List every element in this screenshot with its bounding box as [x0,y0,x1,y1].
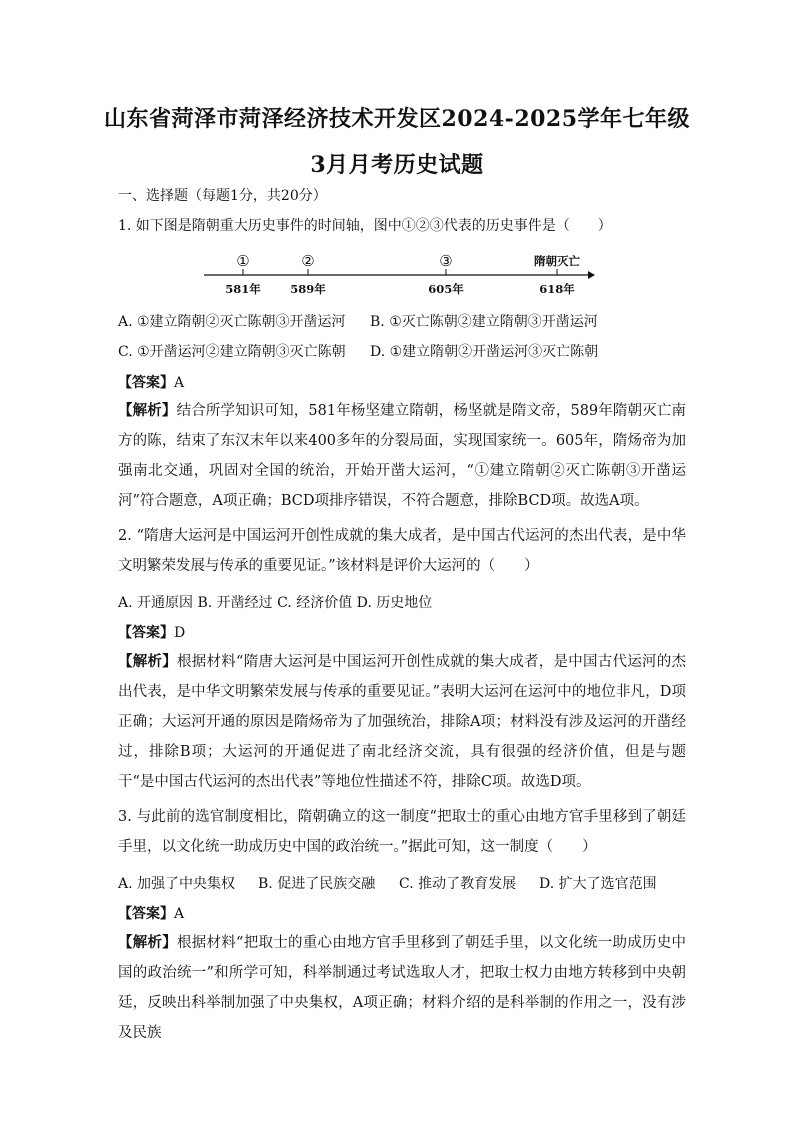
analysis-label: 【解析】 [118,934,178,951]
answer-value: A [174,906,185,922]
q3-option-a: A. 加强了中央集权 [118,876,236,892]
answer-label: 【答案】 [118,375,174,391]
analysis-text: 根据材料“把取士的重心由地方官手里移到了朝廷手里，以文化统一助成历史中国的政治统一”和所学可知，科举制通过考试选取人才，把取士权力由地方转移到中央朝廷，反映出科举制加强了中央集权，A项正确；材料介绍的是科举制的作用之一，没有涉及民族 [118,935,686,1041]
timeline-year-1: 581年 [225,282,261,296]
analysis-label: 【解析】 [118,653,178,670]
q2-options: A. 开通原因 B. 开凿经过 C. 经济价值 D. 历史地位 [118,595,433,611]
q3-option-b: B. 促进了民族交融 [258,876,376,892]
document-title-line-1: 山东省菏泽市菏泽经济技术开发区2024-2025学年七年级 [103,106,691,132]
q1-timeline [200,250,595,298]
q1-option-c: C. ①开凿运河②建立隋朝③灭亡陈朝 [118,344,346,360]
timeline-year-4: 618年 [539,282,575,296]
q1-analysis [118,396,686,516]
timeline-marker-4: 隋朝灭亡 [534,254,580,268]
answer-label: 【答案】 [118,625,174,641]
q1-option-b: B. ①灭亡陈朝②建立隋朝③开凿运河 [370,314,598,330]
timeline-arrow [588,271,595,279]
q2-stem: 2. “隋唐大运河是中国运河开创性成就的集大成者，是中国古代运河的杰出代表，是中华文明繁荣发展与传承的重要见证。”该材料是评价大运河的（ ） [118,528,686,574]
q2-answer [118,622,185,642]
timeline-year-2: 589年 [290,282,326,296]
timeline-marker-1: ① [236,252,250,270]
q3-option-d: D. 扩大了选官范围 [539,876,657,892]
answer-value: A [174,375,185,391]
q1-option-d: D. ①建立隋朝②开凿运河③灭亡陈朝 [370,344,599,360]
analysis-text: 结合所学知识可知，581年杨坚建立隋朝，杨坚就是隋文帝，589年隋朝灭亡南方的陈，结束了东汉末年以来400多年的分裂局面，实现国家统一。605年，隋炀帝为加强南北交通，巩固对全国的统治，开始开凿大运河，“①建立隋朝②灭亡陈朝③开凿运河”符合题意，A项正确；BCD项排序错误，不符合题意，排除BCD项。故选A项。 [118,403,686,509]
timeline-marker-2: ② [301,252,315,270]
q2-analysis [118,647,686,797]
timeline-marker-3: ③ [439,252,453,270]
answer-value: D [174,625,186,641]
q1-option-a: A. ①建立隋朝②灭亡陈朝③开凿运河 [118,314,346,330]
analysis-text: 根据材料“隋唐大运河是中国运河开创性成就的集大成者，是中国古代运河的杰出代表，是中华文明繁荣发展与传承的重要见证。”表明大运河在运河中的地位非凡，D项正确；大运河开通的原因是隋炀帝为了加强统治，排除A项；材料没有涉及运河的开凿经过，排除B项；大运河的开通促进了南北经济交流，具有很强的经济价值，但是与题干“是中国古代运河的杰出代表”等地位性描述不符，排除C项。故选D项。 [118,654,686,790]
document-title-line-2: 3月月考历史试题 [310,152,484,178]
q3-stem: 3. 与此前的选官制度相比，隋朝确立的这一制度“把取士的重心由地方官手里移到了朝廷手里，以文化统一助成历史中国的政治统一。”据此可知，这一制度（ ） [118,809,686,855]
q3-analysis [118,928,686,1048]
section-header: 一、选择题（每题1分，共20分） [118,188,327,204]
timeline-year-3: 605年 [428,282,464,296]
q3-answer [118,903,184,923]
analysis-label: 【解析】 [118,402,177,419]
answer-label: 【答案】 [118,906,174,922]
q1-answer [118,372,184,392]
q3-option-c: C. 推动了教育发展 [399,876,517,892]
q1-stem: 1. 如下图是隋朝重大历史事件的时间轴，图中①②③代表的历史事件是（ ） [118,218,612,234]
